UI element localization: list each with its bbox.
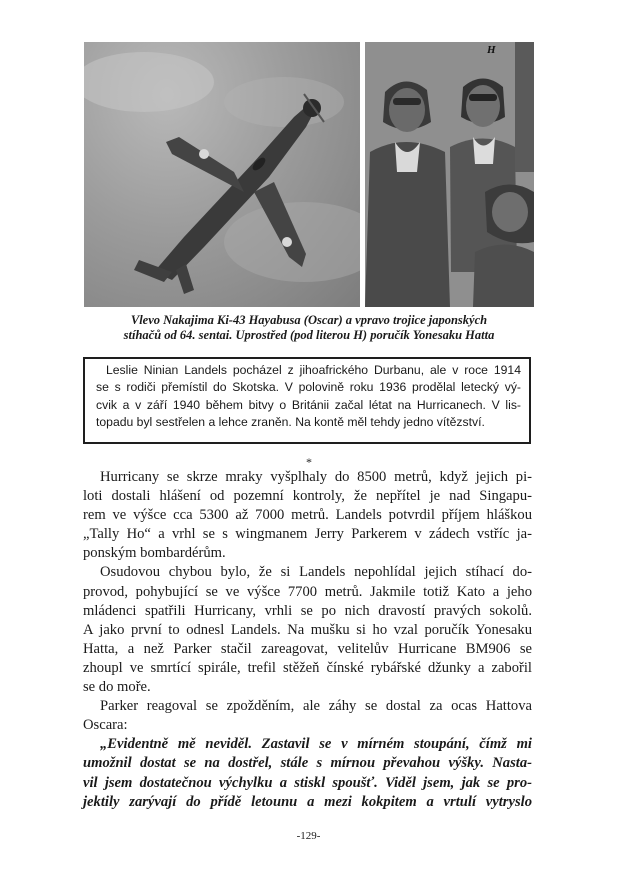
text-line: Osudovou chybou bylo, že si Landels nepohlídal jejich stíhací do- (100, 564, 532, 581)
bio-line: se s rodiči přemístil do Skotska. V polovině roku 1936 prodělal letecký vý- (96, 380, 521, 395)
text-line: rem ve výšce cca 5300 až 7000 metrů. Landels potvrdil příjem hláškou (83, 507, 532, 524)
quote-line: jektily zarývají do přídě letounu a mezi kokpitem a vrtulí vytryslo (83, 793, 532, 810)
text-line: Oscara: (83, 717, 128, 734)
pilots-illustration (365, 42, 534, 307)
text-line: A jako první to odnesl Landels. Na mušku si ho vzal poručík Yonesaku (83, 621, 532, 638)
caption-line-2: stíhačů od 64. sentai. Uprostřed (pod literou H) poručík Yonesaku Hatta (123, 328, 495, 342)
pilots-photo (365, 42, 534, 307)
text-line: se do moře. (83, 679, 151, 696)
text-line: provod, pohybující se ve výšce 7700 metrů. Jakmile totiž Kato a jeho (83, 583, 532, 600)
text-line: zhoupl ve smrtící spirále, trefil stěžeň čínské rybářské džunky a zabořil (83, 659, 532, 676)
text-line: loti dostali hlášení od pozemní kontroly, že nepřítel je nad Singapu- (83, 488, 532, 505)
aircraft-illustration (84, 42, 360, 307)
text-line: „Tally Ho“ a vrhl se s wingmanem Jerry Parkerem v zádech vstříc ja- (83, 526, 532, 543)
quote-line: vil jsem dostatečnou výchylku a stiskl spoušť. Viděl jsem, jak se pro- (83, 774, 532, 791)
text-line: Hatta, a než Parker stačil zareagovat, velitelův Hurricane BM906 se (83, 640, 532, 657)
bio-line: topadu byl sestřelen a lehce zraněn. Na kontě měl tehdy jedno vítězství. (96, 414, 485, 429)
biography-box (83, 357, 531, 444)
text-line: Parker reagoval se zpožděním, ale záhy se dostal za ocas Hattova (100, 698, 532, 715)
caption-line-1: Vlevo Nakajima Ki-43 Hayabusa (Oscar) a vpravo trojice japonských (130, 313, 488, 327)
aircraft-photo (84, 42, 360, 307)
text-line: Hurricany se skrze mraky vyšplhaly do 8500 metrů, když jejich pi- (100, 469, 532, 485)
body-text (83, 468, 532, 812)
text-line: mládenci spatřili Hurricany, vrhli se po nich dravostí pravých sokolů. (83, 602, 532, 619)
section-separator: * (306, 455, 312, 469)
text-line: ponským bombardérům. (83, 545, 226, 562)
bio-line: cvik a v září 1940 během bitvy o Británii začal létat na Hurricanech. V lis- (96, 397, 521, 412)
bio-line: Leslie Ninian Landels pocházel z jihoafrického Durbanu, ale v roce 1914 (106, 363, 521, 377)
photo-caption (80, 313, 538, 343)
photo-marker-letter: H (487, 44, 496, 56)
quote-line: umožnil dostat se na dostřel, stále s mírnou převahou výšky. Nasta- (83, 755, 532, 772)
quote-line: „Evidentně mě neviděl. Zastavil se v mírném stoupání, čímž mi (100, 736, 532, 753)
page-number: -129- (296, 830, 321, 842)
